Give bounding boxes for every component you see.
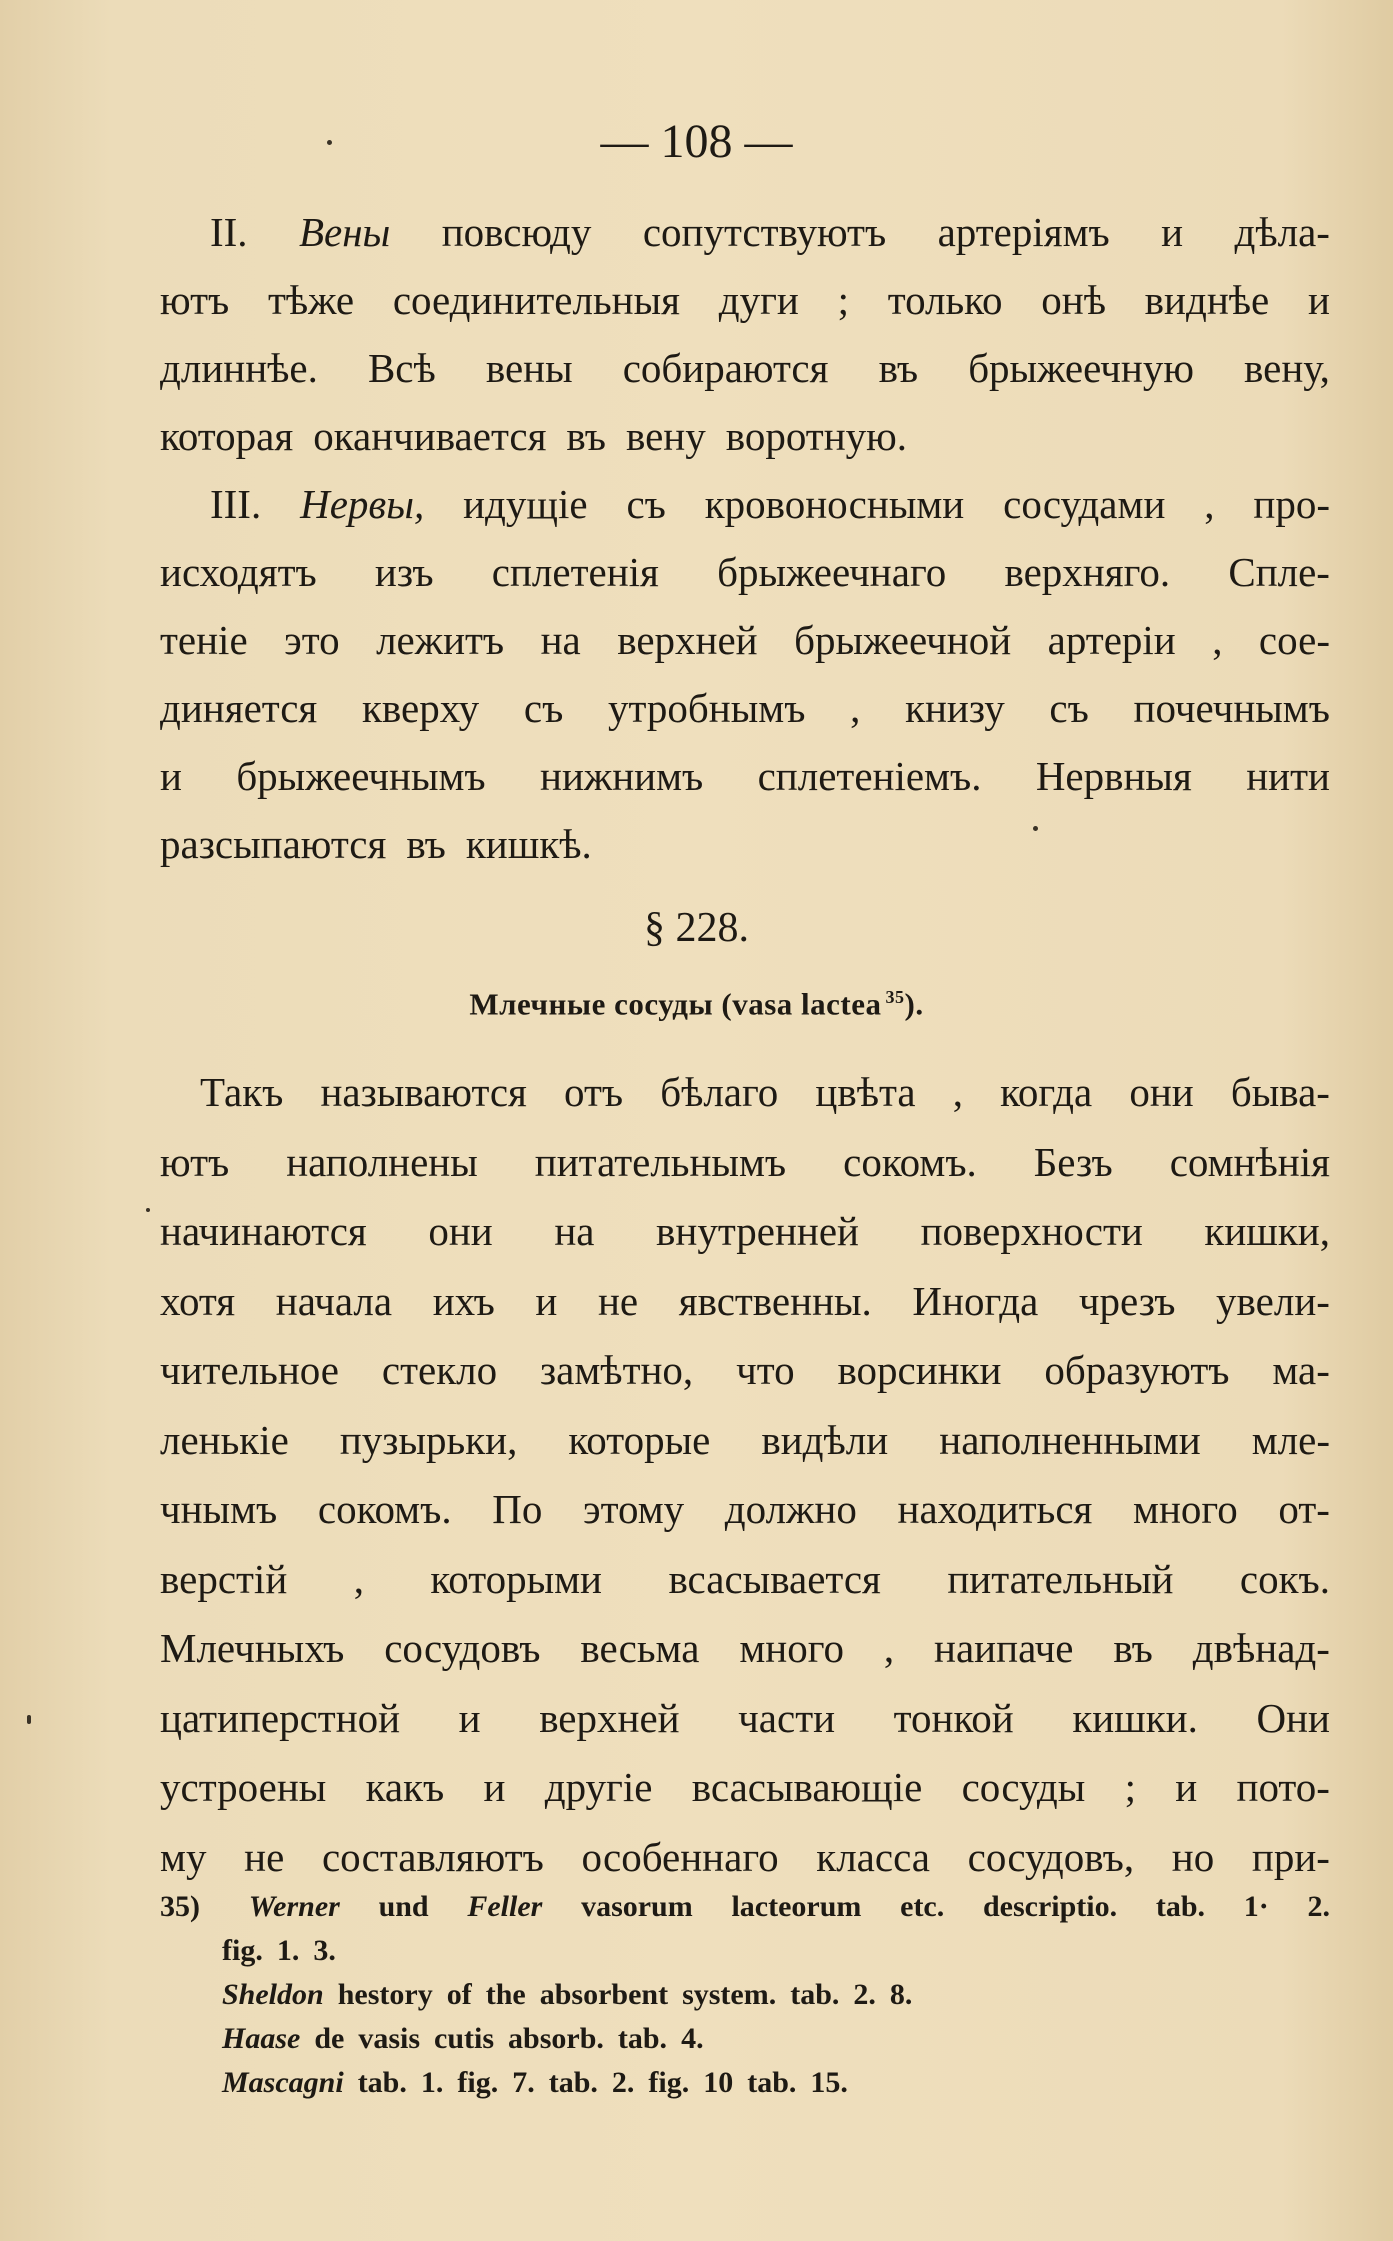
text-line: II. Вены повсюду сопутствуютъ артерiямъ и дѣла- xyxy=(210,209,1330,255)
text-line: Млечныхъ сосудовъ весьма много , наипаче въ двѣнад- xyxy=(160,1625,1330,1671)
text-line: начинаются они на внутренней поверхности кишки, xyxy=(160,1208,1330,1254)
text-line: ленькiе пузырьки, которые видѣли наполненными мле- xyxy=(160,1416,1330,1463)
text-line: устроены какъ и другiе всасывающiе сосуды ; и пото- xyxy=(160,1764,1330,1810)
text-line: ютъ наполнены питательнымъ сокомъ. Безъ сомнѣнiя xyxy=(160,1138,1330,1185)
text-line: чнымъ сокомъ. По этому должно находиться много от- xyxy=(160,1486,1330,1532)
text-line: диняется кверху съ утробнымъ , книзу съ почечнымъ xyxy=(160,685,1330,731)
text-line: верстiй , которыми всасывается питательный сокъ. xyxy=(160,1555,1330,1602)
footnote-line: 35) Werner und Feller vasorum lacteorum etc. descriptio. tab. 1· 2. xyxy=(160,1885,1330,1929)
ink-speck xyxy=(27,1715,31,1724)
text-line: тенiе это лежитъ на верхней брыжеечной артерiи , сое- xyxy=(160,617,1330,663)
text-line: разсыпаются въ кишкѣ. xyxy=(160,821,592,867)
ink-speck xyxy=(146,1208,150,1212)
text-line: му не составляютъ особеннаго класса сосудовъ, но при- xyxy=(160,1833,1330,1880)
footnote-ref: 35 xyxy=(885,987,905,1007)
text-line: Такъ называются отъ бѣлаго цвѣта , когда они быва- xyxy=(200,1069,1330,1115)
paragraph-lacteal-vessels xyxy=(160,1058,1330,1892)
footnotes xyxy=(160,1885,1330,2105)
footnote-line: Haase de vasis cutis absorb. tab. 4. xyxy=(222,2022,704,2055)
text-line: исходятъ изъ сплетенiя брыжеечнаго верхняго. Спле- xyxy=(160,549,1330,595)
section-title: Млечные сосуды (vasa lactea $^{35}$). xyxy=(469,986,924,1022)
text-line: цатиперстной и верхней части тонкой кишки. Они xyxy=(160,1694,1330,1741)
footnote-line: fig. 1. 3. xyxy=(222,1934,336,1967)
footnote-line: Sheldon hestory of the absorbent system. tab. 2. 8. xyxy=(222,1978,913,2011)
text-line: и брыжеечнымъ нижнимъ сплетенiемъ. Нервныя нити xyxy=(160,753,1330,799)
paragraph-veins-and-nerves xyxy=(160,198,1330,878)
footnote-number: 35) xyxy=(160,1890,200,1923)
text-line: хотя начала ихъ и не явственны. Иногда чрезъ увели- xyxy=(160,1277,1330,1324)
text-line: ютъ тѣже соединительныя дуги ; только онѣ виднѣе и xyxy=(160,277,1330,323)
footnote-line: Mascagni tab. 1. fig. 7. tab. 2. fig. 10 tab. 15. xyxy=(222,2066,848,2099)
text-line: которая оканчивается въ вену воротную. xyxy=(160,413,908,459)
page-number: — 108 — xyxy=(600,115,793,168)
text-line: длиннѣе. Всѣ вены собираются въ брыжеечную вену, xyxy=(160,345,1330,391)
section-number: § 228. xyxy=(644,905,749,951)
text-line: III. Нервы, идущiе съ кровоносными сосудами , про- xyxy=(210,481,1330,527)
text-line: чительное стекло замѣтно, что ворсинки образуютъ ма- xyxy=(160,1347,1330,1393)
